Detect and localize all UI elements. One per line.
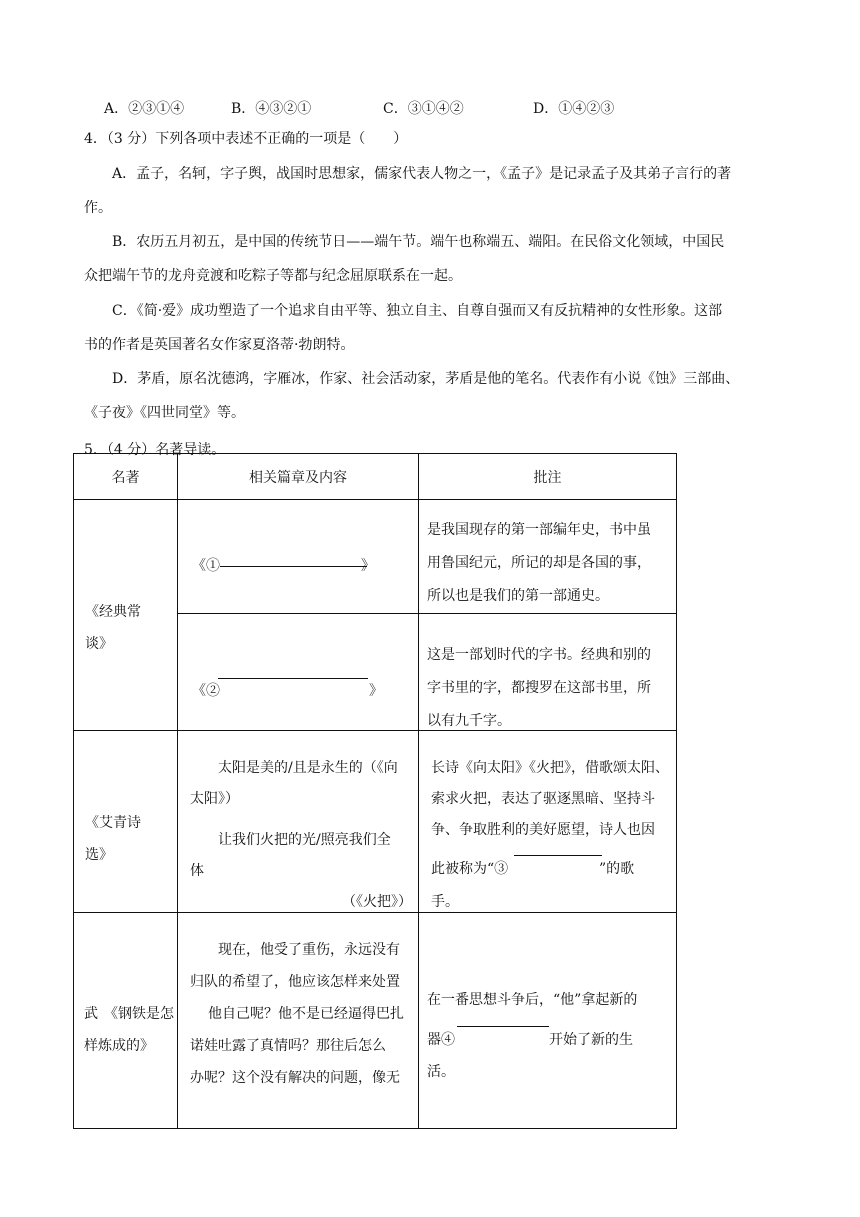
q4-option-c: C．《简·爱》成功塑造了一个追求自由平等、独立自主、自尊自强而又有反抗精神的女性形象。这部 书的作者是英国著名女作家夏洛蒂·勃朗特。	[84, 303, 723, 353]
q5-stem: 5．（4 分）名著导读。	[84, 442, 226, 458]
table-row	[74, 731, 677, 913]
header-notes: 批注	[419, 454, 677, 500]
q3-option-c: C．③①④②	[383, 101, 464, 117]
answer-blank-3[interactable]	[514, 855, 602, 856]
q3-option-d: D．①④②③	[533, 101, 615, 117]
q3-option-a: A．②③①④	[104, 101, 185, 117]
answer-blank-1[interactable]	[220, 566, 367, 567]
note-cell-2: 这是一部划时代的字书。经典和别的 字书里的字，都搜罗在这部书里，所 以有九千字。	[419, 614, 677, 731]
answer-blank-2[interactable]	[218, 678, 368, 679]
q4-stem: 4．（3 分）下列各项中表述不正确的一项是（ ）	[84, 131, 408, 147]
content-cell-4: 现在，他受了重伤，永远没有 归队的希望了，他应该怎样来处置 他自己呢？他不是已经逼得巴扎 诺娃吐露了真情吗？那往后怎么 办呢？这个没有解决的问题，像无	[178, 913, 419, 1129]
answer-blank-4[interactable]	[457, 1026, 549, 1027]
q3-option-b: B．④③②①	[231, 101, 312, 117]
content-cell-1: 《① 》	[178, 500, 419, 614]
book-cell-aiqing: 《艾青诗 选》	[74, 731, 178, 913]
note-cell-4: 在一番思想斗争后，“他”拿起新的 器④ 开始了新的生 活。	[419, 913, 677, 1129]
table-row	[74, 913, 677, 1129]
table-row	[74, 500, 677, 614]
q4-option-b: B．农历五月初五，是中国的传统节日——端午节。端午也称端五、端阳。在民俗文化领域，中国民 众把端午节的龙舟竞渡和吃粽子等都与纪念屈原联系在一起。	[84, 234, 725, 284]
q4-option-a: A．孟子，名轲，字子舆，战国时思想家，儒家代表人物之一，《孟子》是记录孟子及其弟子言行的著 作。	[84, 166, 732, 216]
book-cell-gangtie: 武 《钢铁是怎 样炼成的》	[74, 913, 178, 1129]
q4-option-d: D．茅盾，原名沈德鸿，字雁冰，作家、社会活动家，茅盾是他的笔名。代表作有小说《蚀》三部曲、 《子夜》《四世同堂》等。	[84, 371, 740, 421]
book-cell-jingdian: 《经典常 谈》	[74, 500, 178, 731]
content-cell-2: 《② 》	[178, 614, 419, 731]
famous-books-table	[73, 453, 677, 1129]
header-content: 相关篇章及内容	[178, 454, 419, 500]
note-cell-1: 是我国现存的第一部编年史，书中虽 用鲁国纪元，所记的却是各国的事， 所以也是我们的第一部通史。	[419, 500, 677, 614]
note-cell-3: 长诗《向太阳》《火把》，借歌颂太阳、 索求火把，表达了驱逐黑暗、坚持斗 争、争取胜利的美好愿望，诗人也因 此被称为“③ ”的歌 手。	[419, 731, 677, 913]
table-header-row	[74, 454, 677, 500]
content-cell-3: 太阳是美的/且是永生的（《向 太阳》） 让我们火把的光/照亮我们全 体 （《火把》）	[178, 731, 419, 913]
header-book: 名著	[74, 454, 178, 500]
